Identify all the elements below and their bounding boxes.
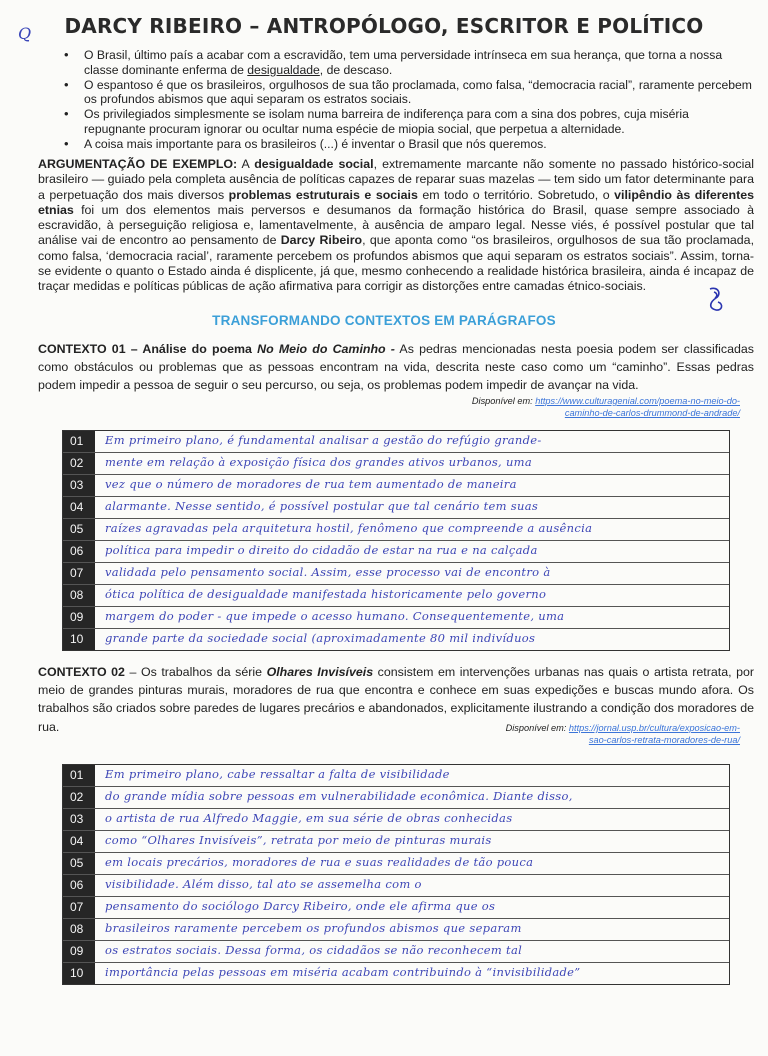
argument-text: em todo o território. Sobretudo, o (417, 187, 615, 202)
grid-line[interactable] (63, 897, 729, 919)
line-number: 04 (63, 831, 95, 852)
source-link[interactable]: sao-carlos-retrata-moradores-de-rua/ (588, 734, 740, 745)
handwritten-line: visibilidade. Além disso, tal ato se assemelha com o (105, 877, 422, 891)
argument-bold: problemas estruturais e sociais (228, 187, 418, 202)
argument-example-paragraph (38, 157, 754, 295)
line-number: 08 (63, 585, 95, 606)
bullet-text: Os privilegiados simplesmente se isolam numa barreira de indiferença para com a sina dos pobres, cuja miséria repugnante procuram ignorar ou ocultar numa espécie de miopia social, que perpetua a alternidade. (84, 107, 689, 136)
source-link[interactable]: https://jornal.usp.br/cultura/exposicao-em- (568, 723, 740, 733)
handwritten-corner-mark: Q (18, 24, 32, 43)
handwritten-line: Em primeiro plano, cabe ressaltar a falta de visibilidade (105, 767, 450, 781)
quote-bullet-list (62, 48, 752, 152)
handwritten-line: validada pelo pensamento social. Assim, esse processo vai de encontro à (105, 565, 551, 579)
bullet-text: O Brasil, último país a acabar com a escravidão, tem uma perversidade intrínseca em sua herança, que torna a nossa classe dominante enferma de (84, 48, 723, 77)
bullet-item (62, 78, 752, 108)
handwritten-line: mente em relação à exposição física dos grandes ativos urbanos, uma (105, 455, 533, 469)
argument-bold: vilipêndio às diferentes etnias (38, 187, 754, 217)
bullet-text: A coisa mais importante para os brasileiros (...) é inventar o Brasil que nós queremos. (84, 136, 547, 151)
argument-bold: Darcy Ribeiro (280, 233, 363, 248)
line-number: 06 (63, 541, 95, 562)
source-label: Disponível em: (471, 396, 536, 406)
line-number: 05 (63, 853, 95, 874)
context-body: As pedras mencionadas nesta poesia podem ser classificadas como obstáculos ou problemas que as pessoas encontram na vida, descrita neste caso como um “caminho”. Essas pedras podem impedir a pessoa de seguir o seu percurso, ou seja, os problemas podem impedir de avançar na vida. (38, 342, 754, 393)
grid-line[interactable] (63, 941, 729, 963)
line-number: 06 (63, 875, 95, 896)
line-number: 03 (63, 475, 95, 496)
context-02-source (410, 723, 740, 746)
line-number: 07 (63, 897, 95, 918)
handwritten-scribble-icon (704, 286, 726, 312)
argument-text: , que aponta como “os brasileiros, orgulhosos de sua tão proclamada, como falsa, ‘democracia racial’, raramente percebem os profundos abismos que aqui separam os estratos sociais”. Assim, torna-se evidente o quanto o Estado ainda é displicente, já que, mesmo conhecendo a realidade histórica brasileira, ainda é incapaz de traçar medidas e políticas públicas de ação afirmativa para corrigir as distorções entre camadas étnico-sociais. (38, 233, 755, 294)
grid-line[interactable] (63, 453, 729, 475)
context-label-suffix: – Os trabalhos da série (124, 665, 267, 679)
handwritten-line: ótica política de desigualdade manifestada historicamente pelo governo (105, 587, 547, 601)
grid-line[interactable] (63, 585, 729, 607)
grid-line[interactable] (63, 629, 729, 650)
handwritten-line: Em primeiro plano, é fundamental analisar a gestão do refúgio grande- (105, 433, 542, 447)
line-number: 03 (63, 809, 95, 830)
grid-line[interactable] (63, 809, 729, 831)
grid-line[interactable] (63, 919, 729, 941)
argument-text: A (237, 157, 255, 171)
line-number: 01 (63, 431, 95, 452)
source-label: Disponível em: (505, 723, 569, 733)
line-number: 10 (63, 963, 95, 984)
argument-heading: ARGUMENTAÇÃO DE EXEMPLO: (38, 157, 238, 171)
writing-grid-02 (62, 764, 730, 985)
handwritten-line: em locais precários, moradores de rua e suas realidades de tão pouca (105, 855, 534, 869)
bullet-text-end: , de descaso. (319, 62, 393, 77)
argument-text: foi um dos elementos mais perversos e desumanos da formação histórica do Brasil, quase sempre associado à escravidão, à perseguição religiosa e, lamentavelmente, à ausência de amparo legal. Nesse viés, é possível postular que tal análise vai de encontro ao pensamento de (38, 202, 754, 248)
context-body: consistem em intervenções urbanas nas quais o artista retrata, por meio de grandes pinturas murais, moradores de rua que encontra e conhece em suas expedições e buscas mundo afora. Os trabalhos são criados sobre paredes de lugares precários e abandonados, explicitamente ilustrando a condição dos moradores de rua. (38, 665, 754, 734)
handwritten-line: margem do poder - que impede o acesso humano. Consequentemente, uma (105, 609, 565, 623)
bullet-item (62, 137, 752, 152)
series-title: Olhares Invisíveis (266, 665, 374, 679)
handwritten-line: vez que o número de moradores de rua tem aumentado de maneira (105, 477, 517, 491)
line-number: 08 (63, 919, 95, 940)
line-number: 09 (63, 941, 95, 962)
handwritten-line: importância pelas pessoas em miséria acabam contribuindo à “invisibilidade” (105, 965, 581, 979)
bullet-item (62, 48, 752, 78)
handwritten-line: grande parte da sociedade social (aproximadamente 80 mil indivíduos (105, 631, 536, 645)
poem-title: No Meio do Caminho - (257, 342, 395, 356)
grid-line[interactable] (63, 853, 729, 875)
bullet-underlined-text: desigualdade (247, 62, 320, 77)
handwritten-line: política para impedir o direito do cidadão de estar na rua e na calçada (105, 543, 538, 557)
handwritten-line: o artista de rua Alfredo Maggie, em sua série de obras conhecidas (105, 811, 513, 825)
section-title: TRANSFORMANDO CONTEXTOS EM PARÁGRAFOS (212, 313, 556, 328)
line-number: 05 (63, 519, 95, 540)
grid-line[interactable] (63, 787, 729, 809)
context-01-source (410, 396, 740, 419)
argument-bold: desigualdade social (254, 157, 374, 171)
grid-line[interactable] (63, 607, 729, 629)
context-label-suffix: – Análise do poema (125, 342, 258, 356)
grid-line[interactable] (63, 519, 729, 541)
context-label: CONTEXTO 01 (38, 342, 126, 356)
context-01-text (38, 340, 754, 395)
handwritten-line: pensamento do sociólogo Darcy Ribeiro, onde ele afirma que os (105, 899, 496, 913)
argument-text: , extremamente marcante não somente no passado histórico-social brasileiro — guiado pela completa ausência de políticas capazes de reparar suas mazelas — tem sido um fator determinante para a perpetuação dos mais diversos (38, 157, 755, 202)
grid-line[interactable] (63, 963, 729, 984)
handwritten-line: do grande mídia sobre pessoas em vulnerabilidade econômica. Diante disso, (105, 789, 573, 803)
line-number: 07 (63, 563, 95, 584)
grid-line[interactable] (63, 431, 729, 453)
line-number: 09 (63, 607, 95, 628)
bullet-item (62, 107, 752, 137)
writing-grid-01 (62, 430, 730, 651)
handwritten-line: raízes agravadas pela arquitetura hostil, fenômeno que compreende a ausência (105, 521, 593, 535)
grid-line[interactable] (63, 831, 729, 853)
page-title: DARCY RIBEIRO – ANTROPÓLOGO, ESCRITOR E POLÍTICO (64, 14, 704, 38)
grid-line[interactable] (63, 541, 729, 563)
line-number: 01 (63, 765, 95, 786)
handwritten-line: como “Olhares Invisíveis”, retrata por meio de pinturas murais (105, 833, 492, 847)
grid-line[interactable] (63, 765, 729, 787)
context-label: CONTEXTO 02 (38, 665, 125, 679)
grid-line[interactable] (63, 497, 729, 519)
handwritten-line: os estratos sociais. Dessa forma, os cidadãos se não reconhecem tal (105, 943, 523, 957)
line-number: 10 (63, 629, 95, 650)
handwritten-line: brasileiros raramente percebem os profundos abismos que separam (105, 921, 522, 935)
handwritten-line: alarmante. Nesse sentido, é possível postular que tal cenário tem suas (105, 499, 539, 513)
source-link[interactable]: https://www.culturagenial.com/poema-no-meio-do- (535, 396, 740, 406)
bullet-text: O espantoso é que os brasileiros, orgulhosos de sua tão proclamada, como falsa, “democracia racial”, raramente percebem os profundos abismos que aqui separam os estratos sociais. (84, 77, 752, 107)
grid-line[interactable] (63, 475, 729, 497)
line-number: 02 (63, 787, 95, 808)
line-number: 04 (63, 497, 95, 518)
grid-line[interactable] (63, 875, 729, 897)
line-number: 02 (63, 453, 95, 474)
grid-line[interactable] (63, 563, 729, 585)
source-link[interactable]: caminho-de-carlos-drummond-de-andrade/ (564, 407, 740, 418)
